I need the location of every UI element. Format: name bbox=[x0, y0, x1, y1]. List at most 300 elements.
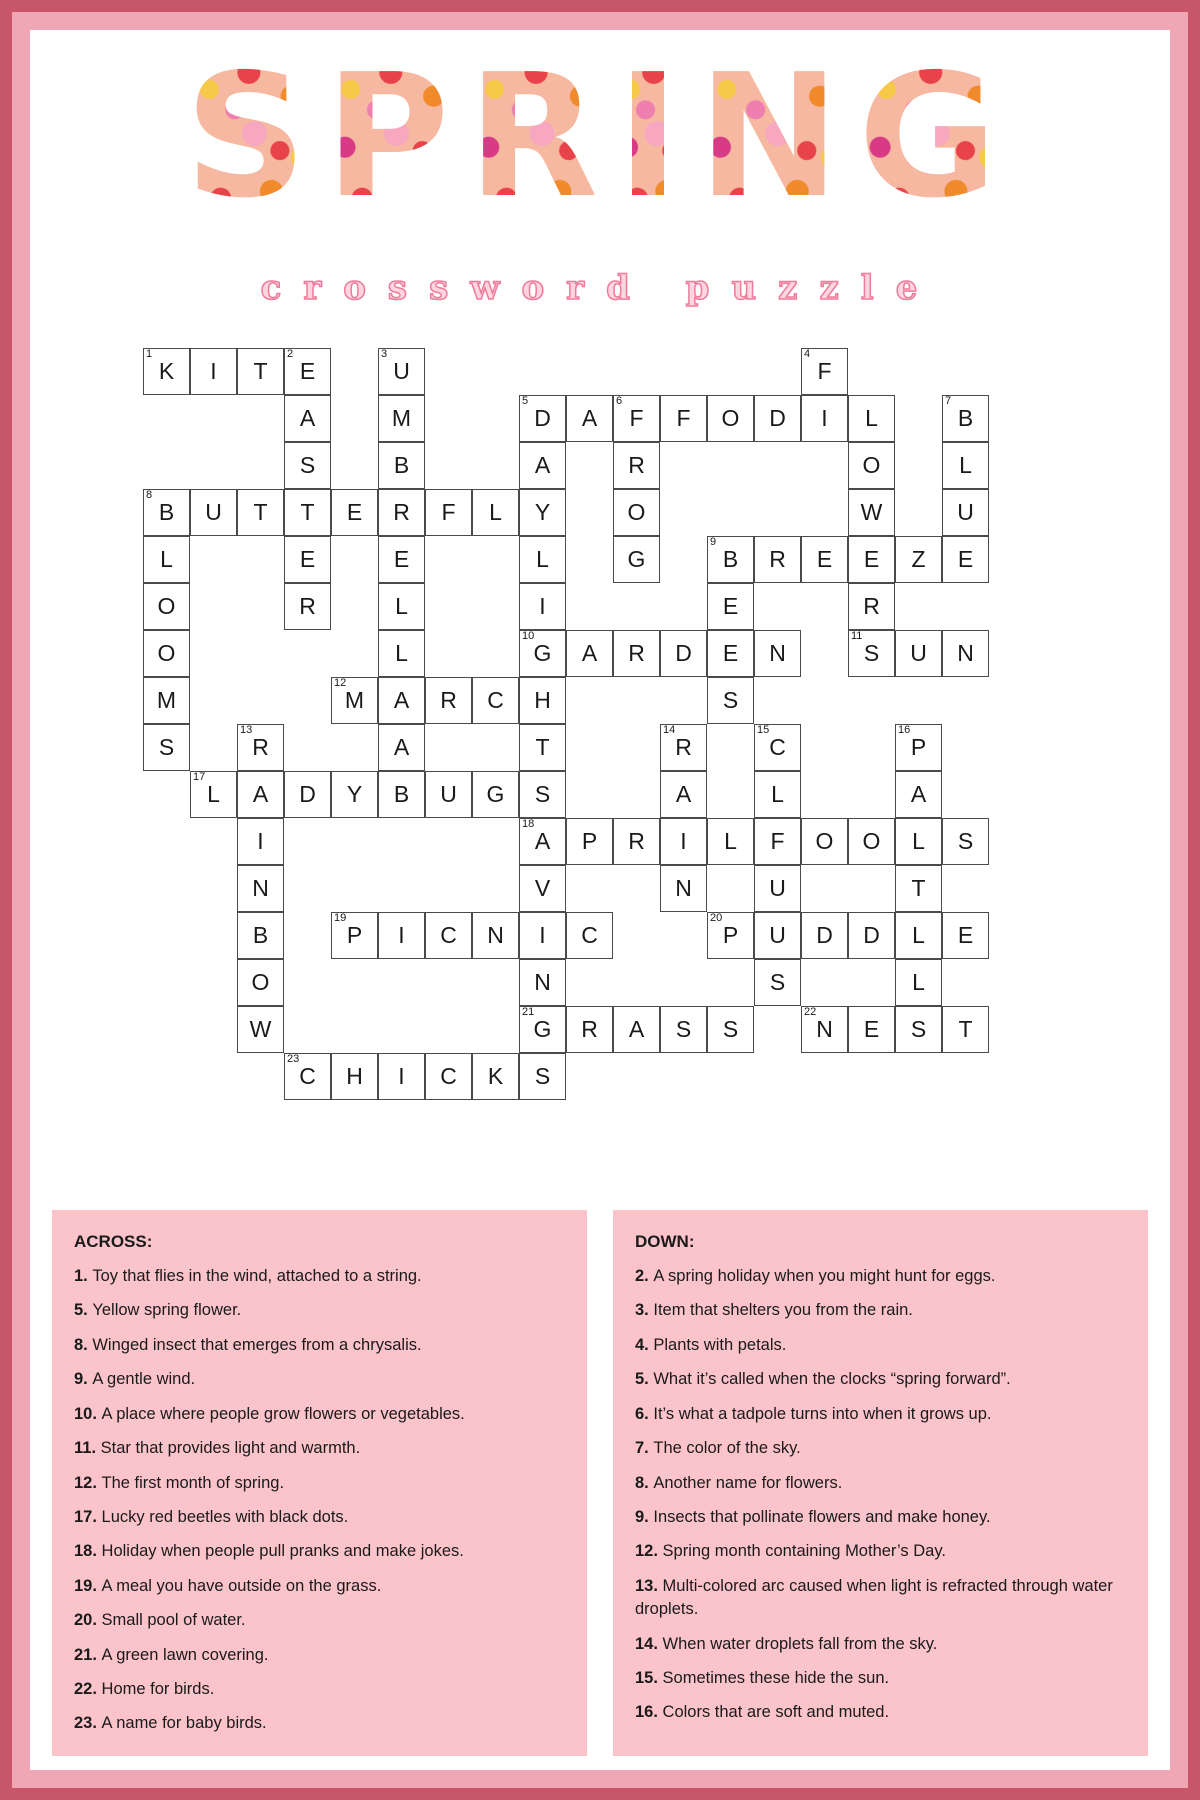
grid-cell[interactable] bbox=[472, 677, 519, 724]
across-clue-item bbox=[74, 1678, 565, 1701]
cell-letter: G bbox=[533, 640, 552, 666]
across-clue-number: 22. bbox=[74, 1680, 102, 1699]
cell-letter: D bbox=[769, 405, 786, 431]
down-clue-item bbox=[635, 1506, 1126, 1529]
cell-letter: S bbox=[722, 1016, 739, 1042]
cell-letter: I bbox=[539, 922, 546, 948]
grid-cell[interactable] bbox=[660, 818, 707, 865]
clue-number: 16 bbox=[898, 724, 911, 736]
grid-cell[interactable] bbox=[519, 1006, 566, 1053]
clue-number: 2 bbox=[287, 348, 294, 360]
cell-letter: U bbox=[769, 922, 786, 948]
grid-cell[interactable] bbox=[895, 630, 942, 677]
down-clue-number: 16. bbox=[635, 1703, 663, 1722]
across-clue-text: A green lawn covering. bbox=[101, 1645, 269, 1664]
across-clue-number: 20. bbox=[74, 1611, 102, 1630]
grid-cell[interactable] bbox=[237, 489, 284, 536]
cell-letter: R bbox=[675, 734, 692, 760]
grid-cell[interactable] bbox=[143, 724, 190, 771]
grid-cell[interactable] bbox=[613, 536, 660, 583]
clue-number: 6 bbox=[616, 395, 623, 407]
cell-letter: K bbox=[158, 358, 175, 384]
grid-cell[interactable] bbox=[895, 818, 942, 865]
cell-letter: C bbox=[440, 1063, 457, 1089]
across-clue-text: A name for baby birds. bbox=[101, 1714, 267, 1733]
across-clue-number: 12. bbox=[74, 1473, 102, 1492]
grid-cell[interactable] bbox=[848, 818, 895, 865]
cell-letter: B bbox=[393, 452, 410, 478]
down-clue-text: Insects that pollinate flowers and make honey. bbox=[653, 1507, 991, 1526]
cell-letter: L bbox=[959, 452, 972, 478]
grid-cell[interactable] bbox=[519, 677, 566, 724]
cell-letter: I bbox=[821, 405, 828, 431]
grid-cell[interactable] bbox=[895, 536, 942, 583]
grid-cell[interactable] bbox=[660, 1006, 707, 1053]
grid-cell[interactable] bbox=[754, 630, 801, 677]
grid-cell[interactable] bbox=[284, 348, 331, 395]
grid-cell[interactable] bbox=[613, 1006, 660, 1053]
down-clue-item bbox=[635, 1334, 1126, 1357]
across-clue-text: A gentle wind. bbox=[92, 1370, 196, 1389]
grid-cell[interactable] bbox=[660, 865, 707, 912]
cell-letter: L bbox=[395, 640, 408, 666]
cell-letter: A bbox=[581, 640, 598, 666]
across-clue-number: 18. bbox=[74, 1542, 102, 1561]
down-clue-item bbox=[635, 1575, 1126, 1622]
cell-letter: S bbox=[675, 1016, 692, 1042]
grid-cell[interactable] bbox=[566, 818, 613, 865]
grid-cell[interactable] bbox=[848, 912, 895, 959]
down-clue-number: 13. bbox=[635, 1576, 663, 1595]
grid-cell[interactable] bbox=[942, 818, 989, 865]
across-clue-text: Home for birds. bbox=[101, 1680, 215, 1699]
cell-letter: A bbox=[299, 405, 316, 431]
cell-letter: M bbox=[344, 687, 365, 713]
cell-letter: T bbox=[253, 358, 268, 384]
grid-cell[interactable] bbox=[801, 348, 848, 395]
cell-letter: L bbox=[489, 499, 502, 525]
clue-number: 21 bbox=[522, 1006, 535, 1018]
cell-letter: S bbox=[769, 969, 786, 995]
grid-cell[interactable] bbox=[848, 583, 895, 630]
grid-cell[interactable] bbox=[378, 724, 425, 771]
cell-letter: N bbox=[957, 640, 974, 666]
grid-cell[interactable] bbox=[942, 489, 989, 536]
grid-cell[interactable] bbox=[143, 489, 190, 536]
grid-cell[interactable] bbox=[284, 442, 331, 489]
cell-letter: R bbox=[299, 593, 316, 619]
grid-cell[interactable] bbox=[284, 395, 331, 442]
cell-letter: O bbox=[862, 828, 881, 854]
down-clue-number: 15. bbox=[635, 1669, 663, 1688]
cell-letter: T bbox=[253, 499, 268, 525]
grid-cell[interactable] bbox=[331, 1053, 378, 1100]
across-clue-item bbox=[74, 1334, 565, 1357]
down-clue-number: 6. bbox=[635, 1404, 654, 1423]
title-letter-i-3: I bbox=[616, 38, 698, 236]
grid-cell[interactable] bbox=[566, 912, 613, 959]
grid-cell[interactable] bbox=[519, 489, 566, 536]
grid-cell[interactable] bbox=[707, 536, 754, 583]
grid-cell[interactable] bbox=[519, 818, 566, 865]
cell-letter: I bbox=[257, 828, 264, 854]
grid-cell[interactable] bbox=[801, 818, 848, 865]
cell-letter: R bbox=[440, 687, 457, 713]
cell-letter: Y bbox=[346, 781, 363, 807]
cell-letter: T bbox=[300, 499, 315, 525]
cell-letter: E bbox=[346, 499, 363, 525]
cell-letter: L bbox=[395, 593, 408, 619]
grid-cell[interactable] bbox=[754, 818, 801, 865]
cell-letter: O bbox=[627, 499, 646, 525]
cell-letter: E bbox=[863, 1016, 880, 1042]
grid-cell[interactable] bbox=[848, 489, 895, 536]
grid-cell[interactable] bbox=[942, 912, 989, 959]
grid-cell[interactable] bbox=[331, 771, 378, 818]
cell-letter: O bbox=[862, 452, 881, 478]
cell-letter: I bbox=[210, 358, 217, 384]
grid-cell[interactable] bbox=[519, 1053, 566, 1100]
grid-cell[interactable] bbox=[378, 677, 425, 724]
grid-cell[interactable] bbox=[237, 818, 284, 865]
across-clue-number: 19. bbox=[74, 1576, 102, 1595]
grid-cell[interactable] bbox=[425, 1053, 472, 1100]
grid-cell[interactable] bbox=[660, 771, 707, 818]
cell-letter: B bbox=[252, 922, 269, 948]
grid-cell[interactable] bbox=[707, 818, 754, 865]
cell-letter: S bbox=[863, 640, 880, 666]
grid-cell[interactable] bbox=[895, 865, 942, 912]
cell-letter: L bbox=[865, 405, 878, 431]
grid-cell[interactable] bbox=[378, 348, 425, 395]
cell-letter: S bbox=[722, 687, 739, 713]
grid-cell[interactable] bbox=[519, 536, 566, 583]
cell-letter: F bbox=[441, 499, 456, 525]
clue-number: 12 bbox=[334, 677, 347, 689]
grid-cell[interactable] bbox=[848, 395, 895, 442]
cell-letter: D bbox=[534, 405, 551, 431]
clue-number: 13 bbox=[240, 724, 253, 736]
title-letter-p-1: P bbox=[324, 38, 468, 236]
grid-cell[interactable] bbox=[237, 724, 284, 771]
grid-cell[interactable] bbox=[378, 395, 425, 442]
across-clue-text: Lucky red beetles with black dots. bbox=[101, 1507, 349, 1526]
cell-letter: D bbox=[299, 781, 316, 807]
clue-number: 10 bbox=[522, 630, 535, 642]
down-clue-number: 8. bbox=[635, 1473, 654, 1492]
across-clue-text: Holiday when people pull pranks and make jokes. bbox=[101, 1542, 464, 1561]
down-clue-text: Colors that are soft and muted. bbox=[662, 1703, 890, 1722]
cell-letter: N bbox=[252, 875, 269, 901]
grid-cell[interactable] bbox=[707, 1006, 754, 1053]
cell-letter: C bbox=[299, 1063, 316, 1089]
grid-cell[interactable] bbox=[707, 395, 754, 442]
grid-cell[interactable] bbox=[519, 912, 566, 959]
grid-cell[interactable] bbox=[613, 395, 660, 442]
grid-cell[interactable] bbox=[801, 536, 848, 583]
grid-cell[interactable] bbox=[472, 489, 519, 536]
grid-cell[interactable] bbox=[707, 677, 754, 724]
grid-cell[interactable] bbox=[519, 724, 566, 771]
grid-cell[interactable] bbox=[848, 630, 895, 677]
across-heading: ACROSS: bbox=[74, 1232, 153, 1251]
down-clue-number: 2. bbox=[635, 1267, 654, 1285]
grid-cell[interactable] bbox=[848, 536, 895, 583]
grid-cell[interactable] bbox=[143, 536, 190, 583]
cell-letter: I bbox=[539, 593, 546, 619]
grid-cell[interactable] bbox=[190, 348, 237, 395]
down-clue-item bbox=[635, 1472, 1126, 1495]
cell-letter: N bbox=[534, 969, 551, 995]
grid-cell[interactable] bbox=[754, 771, 801, 818]
cell-letter: N bbox=[816, 1016, 833, 1042]
grid-cell[interactable] bbox=[143, 348, 190, 395]
grid-cell[interactable] bbox=[143, 583, 190, 630]
grid-cell[interactable] bbox=[895, 1006, 942, 1053]
grid-cell[interactable] bbox=[613, 489, 660, 536]
grid-cell[interactable] bbox=[378, 489, 425, 536]
across-clue-text: Yellow spring flower. bbox=[92, 1301, 242, 1320]
grid-cell[interactable] bbox=[378, 912, 425, 959]
grid-cell[interactable] bbox=[895, 959, 942, 1006]
cell-letter: O bbox=[721, 405, 740, 431]
grid-cell[interactable] bbox=[190, 771, 237, 818]
down-clue-text: Multi-colored arc caused when light is refracted through water droplets. bbox=[635, 1576, 1113, 1619]
grid-cell[interactable] bbox=[284, 489, 331, 536]
cell-letter: A bbox=[252, 781, 269, 807]
worksheet-page bbox=[30, 30, 1170, 1770]
across-clue-item bbox=[74, 1712, 565, 1735]
grid-cell[interactable] bbox=[660, 395, 707, 442]
grid-cell[interactable] bbox=[801, 1006, 848, 1053]
grid-cell[interactable] bbox=[895, 724, 942, 771]
grid-cell[interactable] bbox=[284, 771, 331, 818]
grid-cell[interactable] bbox=[237, 348, 284, 395]
grid-cell[interactable] bbox=[237, 959, 284, 1006]
down-clue-item bbox=[635, 1368, 1126, 1391]
cell-letter: L bbox=[724, 828, 737, 854]
grid-cell[interactable] bbox=[754, 536, 801, 583]
grid-cell[interactable] bbox=[472, 912, 519, 959]
cell-letter: I bbox=[398, 1063, 405, 1089]
clue-number: 5 bbox=[522, 395, 529, 407]
down-clue-number: 5. bbox=[635, 1370, 654, 1389]
grid-cell[interactable] bbox=[707, 583, 754, 630]
grid-cell[interactable] bbox=[519, 630, 566, 677]
down-clue-item bbox=[635, 1265, 1126, 1288]
grid-cell[interactable] bbox=[942, 442, 989, 489]
down-clue-text: What it’s called when the clocks “spring forward”. bbox=[653, 1370, 1011, 1389]
clues-section bbox=[30, 1210, 1170, 1770]
cell-letter: D bbox=[675, 640, 692, 666]
crossword-grid[interactable] bbox=[30, 330, 1170, 1089]
title-letter-n-4: N bbox=[697, 38, 858, 236]
grid-cell[interactable] bbox=[801, 912, 848, 959]
grid-cell[interactable] bbox=[707, 630, 754, 677]
grid-cell[interactable] bbox=[942, 536, 989, 583]
cell-letter: R bbox=[393, 499, 410, 525]
grid-cell[interactable] bbox=[754, 865, 801, 912]
cell-letter: A bbox=[393, 687, 410, 713]
cell-letter: V bbox=[534, 875, 551, 901]
grid-cell[interactable] bbox=[143, 677, 190, 724]
grid-cell[interactable] bbox=[378, 442, 425, 489]
grid-cell[interactable] bbox=[801, 395, 848, 442]
cell-letter: N bbox=[675, 875, 692, 901]
across-clue-number: 1. bbox=[74, 1267, 93, 1285]
cell-letter: C bbox=[581, 922, 598, 948]
across-clue-text: Small pool of water. bbox=[101, 1611, 246, 1630]
across-clue-text: A place where people grow flowers or vegetables. bbox=[101, 1404, 465, 1423]
grid-cell[interactable] bbox=[378, 1053, 425, 1100]
grid-cell[interactable] bbox=[425, 771, 472, 818]
grid-cell[interactable] bbox=[284, 536, 331, 583]
across-clue-item bbox=[74, 1368, 565, 1391]
down-clue-number: 14. bbox=[635, 1634, 663, 1653]
grid-cell[interactable] bbox=[566, 395, 613, 442]
cell-letter: S bbox=[534, 781, 551, 807]
grid-cell[interactable] bbox=[284, 1053, 331, 1100]
grid-cell[interactable] bbox=[472, 1053, 519, 1100]
across-clue-number: 17. bbox=[74, 1507, 102, 1526]
grid-cell[interactable] bbox=[331, 677, 378, 724]
title-letter-g-5: G bbox=[857, 38, 1016, 236]
cell-letter: T bbox=[535, 734, 550, 760]
grid-cell[interactable] bbox=[378, 630, 425, 677]
cell-letter: E bbox=[816, 546, 833, 572]
cell-letter: L bbox=[912, 828, 925, 854]
across-clue-number: 8. bbox=[74, 1335, 93, 1354]
across-clue-number: 5. bbox=[74, 1301, 93, 1320]
across-clue-number: 23. bbox=[74, 1714, 102, 1733]
grid-cell[interactable] bbox=[754, 395, 801, 442]
cell-letter: N bbox=[487, 922, 504, 948]
grid-cell[interactable] bbox=[660, 724, 707, 771]
page-title bbox=[30, 38, 1170, 236]
down-clue-text: Sometimes these hide the sun. bbox=[662, 1669, 890, 1688]
cell-letter: N bbox=[769, 640, 786, 666]
grid-cell[interactable] bbox=[895, 912, 942, 959]
grid-cell[interactable] bbox=[942, 630, 989, 677]
cell-letter: R bbox=[628, 640, 645, 666]
grid-cell[interactable] bbox=[237, 771, 284, 818]
across-clue-number: 21. bbox=[74, 1645, 102, 1664]
grid-cell[interactable] bbox=[566, 1006, 613, 1053]
cell-letter: L bbox=[771, 781, 784, 807]
grid-cell[interactable] bbox=[942, 395, 989, 442]
grid-cell[interactable] bbox=[519, 442, 566, 489]
grid-cell[interactable] bbox=[707, 912, 754, 959]
across-clues-panel bbox=[52, 1210, 587, 1756]
grid-cell[interactable] bbox=[942, 1006, 989, 1053]
across-clue-item bbox=[74, 1644, 565, 1667]
cell-letter: P bbox=[581, 828, 598, 854]
grid-cell[interactable] bbox=[754, 959, 801, 1006]
grid-cell[interactable] bbox=[472, 771, 519, 818]
grid-cell[interactable] bbox=[519, 959, 566, 1006]
down-clue-item bbox=[635, 1403, 1126, 1426]
grid-cell[interactable] bbox=[190, 489, 237, 536]
cell-letter: T bbox=[958, 1016, 973, 1042]
title-block bbox=[30, 30, 1170, 330]
cell-letter: D bbox=[816, 922, 833, 948]
cell-letter: G bbox=[533, 1016, 552, 1042]
grid-cell[interactable] bbox=[331, 489, 378, 536]
grid-cell[interactable] bbox=[519, 865, 566, 912]
down-clue-number: 4. bbox=[635, 1335, 654, 1354]
grid-cell[interactable] bbox=[331, 912, 378, 959]
grid-cell[interactable] bbox=[848, 1006, 895, 1053]
grid-cell[interactable] bbox=[378, 771, 425, 818]
clue-number: 14 bbox=[663, 724, 676, 736]
down-clue-text: The color of the sky. bbox=[653, 1439, 801, 1458]
clue-number: 17 bbox=[193, 771, 206, 783]
grid-cell[interactable] bbox=[613, 442, 660, 489]
cell-letter: S bbox=[158, 734, 175, 760]
grid-cell[interactable] bbox=[143, 630, 190, 677]
down-clue-number: 3. bbox=[635, 1301, 654, 1320]
grid-cell[interactable] bbox=[378, 536, 425, 583]
across-clue-item bbox=[74, 1437, 565, 1460]
grid-cell[interactable] bbox=[566, 630, 613, 677]
across-clue-item bbox=[74, 1575, 565, 1598]
grid-cell[interactable] bbox=[848, 442, 895, 489]
grid-cell[interactable] bbox=[425, 912, 472, 959]
title-letter-r-2: R bbox=[467, 38, 617, 236]
cell-letter: G bbox=[627, 546, 646, 572]
grid-cell[interactable] bbox=[237, 912, 284, 959]
grid-cell[interactable] bbox=[425, 489, 472, 536]
across-clue-number: 11. bbox=[74, 1439, 101, 1458]
grid-cell[interactable] bbox=[519, 395, 566, 442]
grid-cell[interactable] bbox=[237, 1006, 284, 1053]
down-clue-text: When water droplets fall from the sky. bbox=[662, 1634, 938, 1653]
cell-letter: E bbox=[957, 546, 974, 572]
across-clue-item bbox=[74, 1299, 565, 1322]
down-clue-item bbox=[635, 1667, 1126, 1690]
page-inner-border bbox=[12, 12, 1188, 1788]
grid-cell[interactable] bbox=[754, 912, 801, 959]
cell-letter: U bbox=[957, 499, 974, 525]
grid-cell[interactable] bbox=[425, 677, 472, 724]
clue-number: 8 bbox=[146, 489, 153, 501]
grid-cell[interactable] bbox=[895, 771, 942, 818]
grid-cell[interactable] bbox=[284, 583, 331, 630]
down-clue-list bbox=[635, 1265, 1126, 1725]
grid-cell[interactable] bbox=[519, 771, 566, 818]
cell-letter: L bbox=[912, 969, 925, 995]
down-clue-text: It’s what a tadpole turns into when it grows up. bbox=[653, 1404, 992, 1423]
grid-cell[interactable] bbox=[660, 630, 707, 677]
cell-letter: W bbox=[860, 499, 883, 525]
grid-cell[interactable] bbox=[613, 818, 660, 865]
cell-letter: L bbox=[160, 546, 173, 572]
grid-cell[interactable] bbox=[754, 724, 801, 771]
across-clue-text: Star that provides light and warmth. bbox=[100, 1439, 361, 1458]
cell-letter: U bbox=[440, 781, 457, 807]
clue-number: 1 bbox=[146, 348, 153, 360]
cell-letter: C bbox=[440, 922, 457, 948]
grid-cell[interactable] bbox=[519, 583, 566, 630]
down-clue-number: 9. bbox=[635, 1507, 654, 1526]
cell-letter: S bbox=[910, 1016, 927, 1042]
grid-cell[interactable] bbox=[378, 583, 425, 630]
cell-letter: E bbox=[863, 546, 880, 572]
grid-cell[interactable] bbox=[613, 630, 660, 677]
clue-number: 19 bbox=[334, 912, 347, 924]
cell-letter: E bbox=[299, 358, 316, 384]
grid-cell[interactable] bbox=[237, 865, 284, 912]
